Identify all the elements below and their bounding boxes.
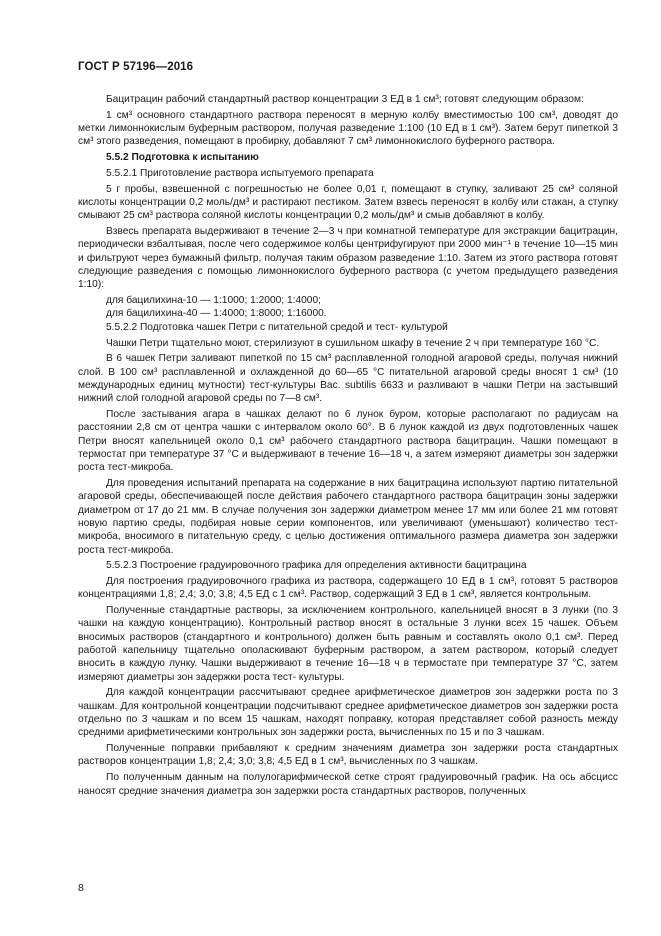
dilution-line: для бацилихина-40 — 1:4000; 1:8000; 1:16000. xyxy=(106,308,327,320)
paragraph: После застывания агара в чашках делают по 6 лунок буром, которые располагают по радиусам на расстоянии 2,8 см от центра чашки с интервалом около 60°. В 6 лунок каждой из двух подготовленных чашек Петри вносят капельницей около 0,1 см³ рабочего стандартного раствора бацитрацин. Чашки помещают в термостат при температуре 37 °С и выдерживают в течение 16—18 ч, а затем измеряют диаметры зон задержки роста тест-микроба. xyxy=(78,409,618,474)
paragraph: Взвесь препарата выдерживают в течение 2—3 ч при комнатной температуре для экстракции бацитрацин, периодически взбалтывая, после чего содержимое колбы центрифугируют при 2000 мин⁻¹ в течение 10—15 мин и фильтруют через бумажный фильтр, получая таким образом разведение 1:10. Затем из этого раствора готовят следующие разведения с помощью лимоннокислого буферного раствора (с учетом предыдущего разведения 1:10): xyxy=(78,226,618,291)
paragraph: По полученным данным на полулогарифмической сетке строят градуировочный график. На ось абсцисс наносят средние значения диаметра зон задержки роста стандартных растворов, полученных xyxy=(78,772,618,797)
paragraph: Полученные стандартные растворы, за исключением контрольного, капельницей вносят в 3 лунки (по 3 чашки на каждую концентрацию). Контрольный раствор вносят в остальные 3 лунки всех 15 чашек. Объем вносимых растворов (стандартного и контрольного) должен быть равным и составлять около 0,1 см³. Перед работой капельницу тщательно ополаскивают буферным раствором, а затем раствором, который следует вносить в каждую лунку. Чашки выдерживают в течение 16—18 ч в термостате при температуре 37 °С, затем измеряют диаметры зон задержки роста тест- культуры. xyxy=(78,605,618,683)
paragraph: Чашки Петри тщательно моют, стерилизуют в сушильном шкафу в течение 2 ч при температуре 160 °С. xyxy=(106,337,600,349)
paragraph: В 6 чашек Петри заливают пипеткой по 15 см³ расплавленной голодной агаровой среды, получая нижний слой. В 100 см³ расплавленной и охлажденной до 60—65 °С питательной агаровой среды вносят 1 см³ (10 международных единиц мутности) тест-культуры Bac. subtilis 6633 и разливают в чашки Петри на застывший нижний слой голодной агаровой среды по 7—8 см³. xyxy=(78,353,618,405)
paragraph: Бацитрацин рабочий стандартный раствор концентрации 3 ЕД в 1 см³; готовят следующим образом: xyxy=(106,94,584,105)
paragraph: Для каждой концентрации рассчитывают среднее арифметическое диаметров зон задержки роста по 3 чашкам. Для контрольной концентрации подсчитывают среднее арифметическое диаметров зон задержки роста отдельно по 3 чашкам и по всем 15 чашкам, находят поправку, которая представляет собой разность между средними арифметическими контрольных зон задержки роста, вычисленных по 15 и по 3 чашкам. xyxy=(78,687,618,739)
dilution-line: для бацилихина-10 — 1:1000; 1:2000; 1:4000; xyxy=(106,295,321,307)
document-body xyxy=(78,93,618,800)
document-header: ГОСТ Р 57196—2016 xyxy=(78,61,194,73)
paragraph: 5 г пробы, взвешенной с погрешностью не более 0,01 г, помещают в ступку, заливают 25 см³ соляной кислоты концентрации 0,2 моль/дм³ и растирают пестиком. Затем взвесь переносят в колбу или стакан, а ступку смывают 25 см³ раствора соляной кислоты концентрации 0,2 моль/дм³ и смыв добавляют в колбу. xyxy=(78,183,618,222)
paragraph: Для построения градуировочного графика из раствора, содержащего 10 ЕД в 1 см³, готовят 5 растворов концентрациями 1,8; 2,4; 3,0; 3,8; 4,5 ЕД с 1 см³. Раствор, содержащий 3 ЕД в 1 см³, является контрольным. xyxy=(78,576,618,601)
paragraph: 1 см³ основного стандартного раствора переносят в мерную колбу вместимостью 100 см³, доводят до метки лимоннокислым буферным раствором, получая разведение 1:100 (10 ЕД в 1 см³). Затем берут пипеткой 3 см³ этого разведения, помещают в пробирку, добавляют 7 см³ лимоннокислого буферного раствора. xyxy=(78,109,618,148)
subsection-heading: 5.5.2.1 Приготовление раствора испытуемого препарата xyxy=(106,167,374,179)
paragraph: Для проведения испытаний препарата на содержание в них бацитрацина используют партию питательной агаровой среды, обеспечивающей после действия рабочего стандартного раствора бацитрацин зоны задержки диаметром от 17 до 21 мм. В случае получения зон задержки диаметром менее 17 мм или более 21 мм готовят новую партию среды, подбирая новые серии компонентов, или увеличивают (уменьшают) количество тест-микроба, вносимого в питательную среду, с целью достижения оптимального размера диаметра зон задержки роста тест-микроба. xyxy=(78,478,618,556)
section-heading: 5.5.2 Подготовка к испытанию xyxy=(106,152,259,164)
subsection-heading: 5.5.2.3 Построение градуировочного графика для определения активности бацитрацина xyxy=(106,560,527,572)
subsection-heading: 5.5.2.2 Подготовка чашек Петри с питательной средой и тест- культурой xyxy=(106,321,448,333)
page-number: 8 xyxy=(78,882,84,894)
paragraph: Полученные поправки прибавляют к средним значениям диаметра зон задержки роста стандартных растворов концентрации 1,8; 2,4; 3,0; 3,8; 4,5 ЕД в 1 см³, вычисленных по 3 чашкам. xyxy=(78,743,618,768)
